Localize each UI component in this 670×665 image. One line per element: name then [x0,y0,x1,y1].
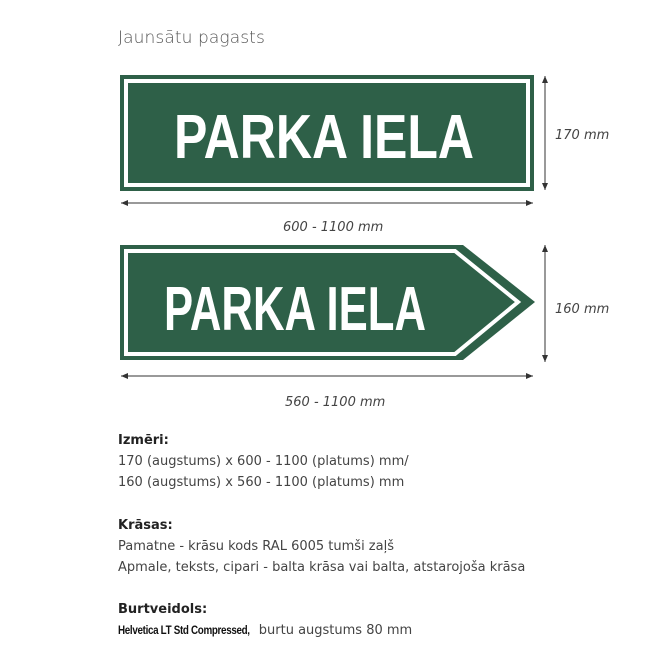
arrow-sign-height-label: 160 mm [555,302,610,317]
rect-sign [120,75,534,191]
spec-font-line [118,620,412,641]
spec-colors [118,515,525,578]
spec-font-name: Helvetica LT Std Compressed, [118,623,250,637]
spec-dimensions-heading: Izmēri: [118,433,169,448]
page-title: Jaunsātu pagasts [118,28,265,48]
spec-font-detail: burtu augstums 80 mm [254,623,413,638]
spec-dimensions [118,430,409,493]
spec-colors-line-1: Pamatne - krāsu kods RAL 6005 tumši zaļš [118,539,394,554]
rect-sign-text: PARKA IELA [174,103,474,172]
spec-dimensions-line-2: 160 (augstums) x 560 - 1100 (platums) mm [118,475,405,490]
spec-colors-heading: Krāsas: [118,518,173,533]
spec-font-heading: Burtveidols: [118,602,208,617]
arrow-sign [120,245,535,360]
spec-colors-line-2: Apmale, teksts, cipari - balta krāsa vai balta, atstarojoša krāsa [118,560,526,575]
arrow-sign-text: PARKA IELA [164,275,426,344]
arrow-sign-width-label: 560 - 1100 mm [285,395,386,410]
spec-dimensions-line-1: 170 (augstums) x 600 - 1100 (platums) mm/ [118,454,409,469]
rect-sign-height-label: 170 mm [555,128,610,143]
rect-sign-width-label: 600 - 1100 mm [283,220,384,235]
spec-font [118,599,412,641]
